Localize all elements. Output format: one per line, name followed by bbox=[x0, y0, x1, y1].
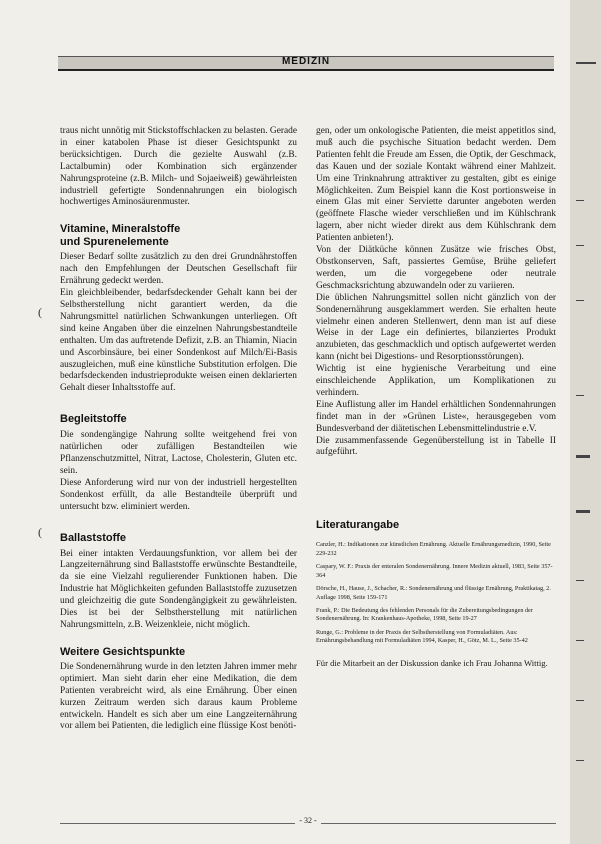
heading-vitamine-line2: und Spurenelemente bbox=[60, 236, 169, 249]
edge-rule bbox=[576, 200, 584, 201]
edge-rule bbox=[576, 455, 590, 458]
edge-rule bbox=[576, 580, 584, 581]
vitamine-paragraph-2: Ein gleichbleibender, bedarfsdeckender Gehalt kann bei der Selbstherstellung nicht garantiert werden, da die Nahrungsmittel natürlichen Schwankungen unterliegen. Oft sind keine Angaben über die einzelnen Nahrungsbestandteile enthalten. Um das auftretende Defizit, z.B. an Thiamin, Niacin und Ascorbinsäure, bei einer Sondenkost auf Milch/Ei-Basis auszugleichen, muß eine künstliche Substitution erfolgen. Die bedarfsdeckenden industrieprodukte weisen einen deklarierten Gehalt dieser Inhaltsstoffe auf. bbox=[60, 288, 297, 394]
punch-hole-mark: ( bbox=[38, 525, 42, 539]
edge-rule bbox=[576, 300, 584, 301]
vitamine-paragraph-1: Dieser Bedarf sollte zusätzlich zu den drei Grundnährstoffen nach den Empfehlungen der Deutschen Gesellschaft für Ernährung gedeckt werden. bbox=[60, 252, 297, 287]
literature-entry: Frank, P.: Die Bedeutung des fehlenden Personals für die Zubereitungsbedingungen der Sondenernährung. In: Krankenhaus-Apotheke, 1998, Seite 19-27 bbox=[316, 606, 533, 623]
edge-rule bbox=[576, 62, 596, 64]
acknowledgement: Für die Mitarbeit an der Diskussion danke ich Frau Johanna Wittig. bbox=[316, 657, 548, 668]
weitere-paragraph: Die Sondenernährung wurde in den letzten Jahren immer mehr optimiert. Man sieht darin eher eine Medikation, die dem Patienten verabreicht wird, als eine Ernährung. Über einen kurzen Zeitraum werden sich daraus kaum Probleme entwickeln. Handelt es sich aber um eine Langzeiternährung vor allem bei Patienten, die lediglich eine flüssige Kost benöti- bbox=[60, 661, 297, 732]
heading-begleitstoffe: Begleitstoffe bbox=[60, 413, 127, 426]
right-column bbox=[316, 126, 556, 669]
edge-rule bbox=[576, 510, 590, 513]
edge-rule bbox=[576, 245, 584, 246]
heading-ballaststoffe: Ballaststoffe bbox=[60, 531, 127, 544]
right-paragraph-1: gen, oder um onkologische Patienten, die meist appetitlos sind, muß auch die psychische Situation bedacht werden. Dem Patienten fehlt die Freude am Essen, die Optik, der Geschmack, das Kauen und der soziale Kontakt während einer Mahlzeit. Um eine Trinknahrung attraktiver zu gestalten, gibt es einige Möglichkeiten. Zum Beispiel kann die Kost portionsweise in einem Glas mit einer Serviette darunter angeboten werden (geöffnete Flasche wieder verschließen und im Kühlschrank lagern, aber nicht wieder direkt aus dem Kühlschrank dem Patienten anbieten!). bbox=[316, 126, 556, 244]
right-paragraph-5: Eine Auflistung aller im Handel erhältlichen Sondennahrungen findet man in der »Grünen Liste«, herausgegeben vom Bundesverband der diätetischen Lebensmittelindustrie e.V. bbox=[316, 399, 556, 434]
right-paragraph-2: Von der Diätküche können Zusätze wie frisches Obst, Obstkonserven, Saft, passiertes Gemüse, Brühe geliefert werden, um die vorgegebene oder neutrale Geschmacksrichtung abzuwandeln oder zu variieren. bbox=[316, 245, 556, 291]
begleit-paragraph-2: Diese Anforderung wird nur von der industriell hergestellten Sondenkost erfüllt, da alle Bestandteile überprüft und untersucht bzw. eliminiert werden. bbox=[60, 477, 297, 512]
literature-entry: Runge, G.: Probleme in der Praxis der Selbstherstellung von Formuladiäten. Aus: Ernährungsbehandlung mit Formuladiäten 1994, Kasper, H., Götz, M. L., Seite 35-42 bbox=[316, 628, 528, 645]
edge-rule bbox=[576, 760, 584, 761]
begleit-paragraph-1: Die sondengängige Nahrung sollte weitgehend frei von natürlichen oder zufälligen Bestandteilen wie Pflanzenschutzmittel, Nitrat, Lactose, Cholesterin, Gluten etc. sein. bbox=[60, 430, 297, 476]
edge-rule bbox=[576, 395, 584, 396]
edge-rule bbox=[576, 640, 584, 641]
heading-weitere: Weitere Gesichtspunkte bbox=[60, 645, 186, 658]
right-paragraph-4: Wichtig ist eine hygienische Verarbeitung und eine einschleichende Applikation, um Komplikationen zu verhindern. bbox=[316, 364, 556, 398]
page-number: - 32 - bbox=[295, 816, 320, 825]
literature-entry: Caspary, W. F.: Praxis der enteralen Sondenernährung. Innere Medizin aktuell, 1983, Seite 357-364 bbox=[316, 563, 553, 579]
page-footer bbox=[60, 816, 556, 825]
punch-hole-mark: ( bbox=[38, 305, 42, 319]
left-column bbox=[60, 126, 297, 733]
heading-vitamine-line1: Vitamine, Mineralstoffe bbox=[60, 223, 181, 236]
adjacent-page-edge bbox=[570, 0, 601, 844]
literature-list bbox=[316, 541, 556, 645]
right-paragraph-3: Die üblichen Nahrungsmittel sollen nicht gänzlich von der Sondenernährung ausgeklammert werden. Sie erhalten heute vielmehr einen anderen Stellenwert, denn man ist auf diese Weise in der Lage ein definiertes, bilanziertes Produkt anzubieten, das geschmacklich und optisch aufgewertet werden kann (nicht bei Digestions- und Resorptionsstörungen). bbox=[316, 292, 556, 363]
edge-rule bbox=[576, 700, 584, 701]
right-paragraph-6: Die zusammenfassende Gegenüberstellung ist in Tabelle II aufgeführt. bbox=[316, 435, 556, 458]
heading-literatur: Literaturangabe bbox=[316, 519, 400, 532]
ballast-paragraph: Bei einer intakten Verdauungsfunktion, vor allem bei der Langzeiternährung sind Ballaststoffe erwünschte Bestandteile, da sie eine Vielzahl regulierender Funktionen haben. Die Industrie hat Möglichkeiten gefunden Ballaststoffe zuzusetzen und gleichzeitig die gute Sondengängigkeit zu gewährleisten. Dies ist bei der Selbstherstellung mit natürlichen Nahrungsmitteln, z.B. Weizenkleie, nicht möglich. bbox=[60, 548, 297, 630]
section-title: MEDIZIN bbox=[281, 56, 331, 67]
intro-paragraph: traus nicht unnötig mit Stickstoffschlacken zu belasten. Gerade in einer katabolen Phase ist dieser Gesichtspunkt zu berücksichtigen. Durch die gezielte Auswahl (z.B. Lactalbumin) oder Kombination sich ergänzender Nahrungsproteine (z.B. Milch- und Sojaeiweiß) gewährleisten industriell gefertigte Sondennahrungen ein biologisch hochwertiges Aminosäurenmuster. bbox=[60, 126, 297, 208]
section-header bbox=[58, 56, 554, 71]
literature-entry: Dörsche, H., Hause, J., Schacher, R.: Sondenernährung und flüssige Ernährung, Praktikatag, 2. Auflage 1998, Seite 159-171 bbox=[316, 584, 551, 601]
literature-entry: Canzler, H.: Indikationen zur künstlichen Ernährung. Aktuelle Ernährungsmedizin, 1990, Seite 229-232 bbox=[316, 541, 551, 557]
